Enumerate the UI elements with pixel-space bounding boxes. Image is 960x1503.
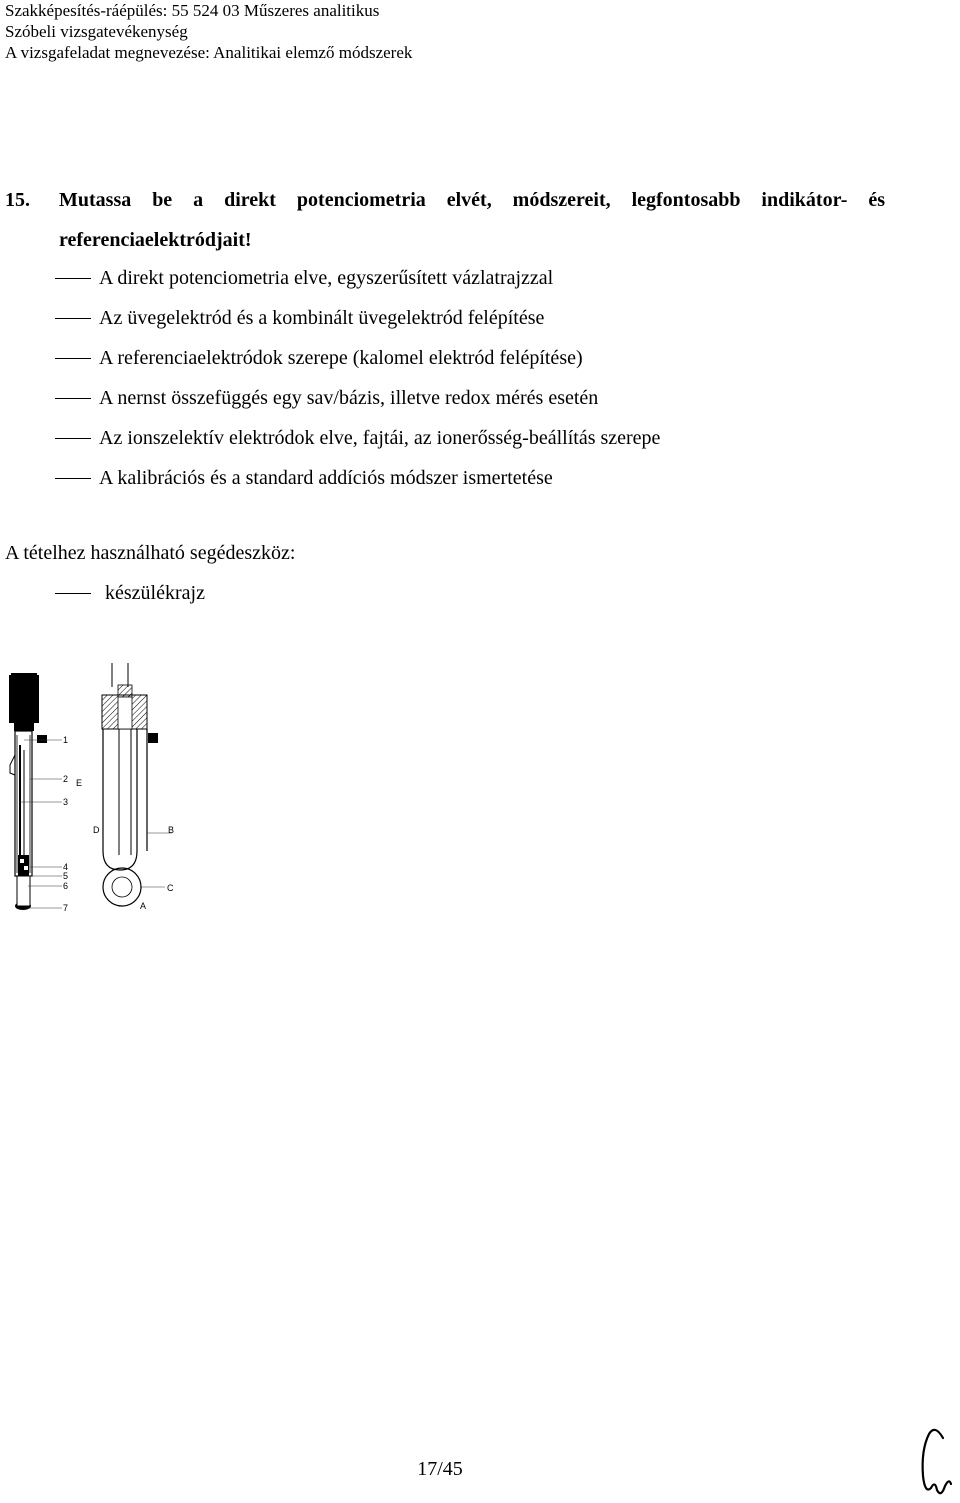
page-number: 17/45 — [417, 1458, 463, 1480]
question-number: 15. — [5, 189, 30, 211]
dash-bullet — [55, 398, 91, 399]
topic-item — [0, 418, 660, 458]
header-exam-activity: Szóbeli vizsgatevékenység — [5, 22, 188, 41]
signature-mark — [915, 1420, 955, 1500]
aids-item-text: készülékrajz — [105, 582, 205, 604]
dash-bullet — [55, 593, 91, 594]
topic-text: Az üvegelektród és a kombinált üvegelektród felépítése — [99, 307, 545, 329]
question-text: Mutassa be a direkt potenciometria elvét, módszereit, legfontosabb indikátor- és referenciaelektródjait! — [59, 189, 885, 251]
topic-item — [0, 458, 660, 498]
label-2: 2 — [63, 774, 69, 784]
topic-item — [0, 338, 660, 378]
combined-glass-electrode — [9, 673, 82, 913]
exam-question — [5, 180, 885, 260]
label-6: 6 — [63, 881, 69, 891]
label-4: 4 — [63, 862, 69, 872]
topic-item — [0, 258, 660, 298]
label-5: 5 — [63, 871, 69, 881]
dash-bullet — [55, 478, 91, 479]
label-1: 1 — [63, 735, 69, 745]
topic-text: A kalibrációs és a standard addíciós módszer ismertetése — [99, 467, 553, 489]
topic-text: A nernst összefüggés egy sav/bázis, illetve redox mérés esetén — [99, 387, 599, 409]
dash-bullet — [55, 318, 91, 319]
label-7: 7 — [63, 903, 69, 913]
label-d: D — [93, 825, 100, 835]
header-task-name: A vizsgafeladat megnevezése: Analitikai elemző módszerek — [5, 43, 413, 62]
dash-bullet — [55, 278, 91, 279]
electrode-drawing — [0, 655, 200, 925]
topic-text: A referenciaelektródok szerepe (kalomel elektród felépítése) — [99, 347, 583, 369]
topic-text: A direkt potenciometria elve, egyszerűsített vázlatrajzzal — [99, 267, 554, 289]
label-b: B — [168, 825, 175, 835]
header-qualification: Szakképesítés-ráépülés: 55 524 03 Műszeres analitikus — [5, 1, 380, 20]
label-c: C — [167, 883, 174, 893]
label-a: A — [140, 901, 147, 911]
topic-list — [0, 258, 660, 498]
label-3: 3 — [63, 797, 69, 807]
dash-bullet — [55, 358, 91, 359]
calomel-electrode — [93, 663, 174, 911]
topic-text: Az ionszelektív elektródok elve, fajtái, az ionerősség-beállítás szerepe — [99, 427, 661, 449]
topic-item — [0, 298, 660, 338]
aids-title: A tételhez használható segédeszköz: — [5, 542, 296, 564]
dash-bullet — [55, 438, 91, 439]
document-header — [5, 0, 412, 63]
label-e: E — [76, 778, 83, 788]
topic-item — [0, 378, 660, 418]
